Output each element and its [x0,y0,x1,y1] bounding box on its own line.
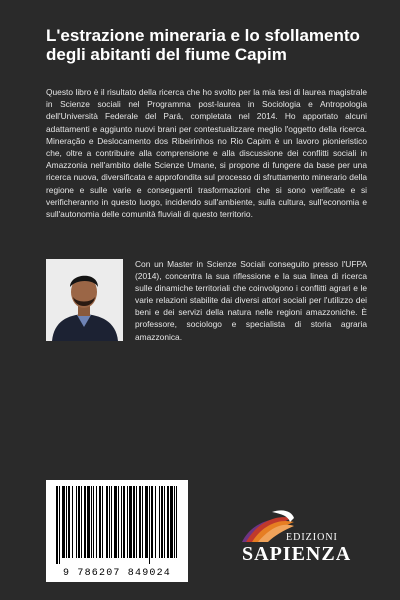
barcode-bar [81,486,82,558]
barcode-bar [78,486,80,558]
author-bio: Con un Master in Scienze Sociali conseguito presso l'UFPA (2014), concentra la sua riflessione e la sua linea di ricerca sulle dinamiche territoriali che coinvolgono i conflitti agrari e le varie relazioni stabilite dai diversi attori sociali per l'utilizzo dei beni e dei servizi della natura nelle regioni amazzoniche. È professore, sociologo e specialista di storia agraria amazzonica. [135,259,367,342]
book-description: Questo libro è il risultato della ricerca che ho svolto per la mia tesi di laurea magistrale in Scienze sociali nel Programma post-laurea in Sociologia e Antropologia dell'Università Federale del Pará, completata nel 2014. Ho apportato alcuni adattamenti e aggiunto nuovi brani per contestualizzare meglio l'oggetto della ricerca. Mineração e Deslocamento dos Ribeirinhos no Rio Capim è un lavoro pionieristico che, oltre a contribuire alla comprensione e alla discussione dei conflitti sociali in Amazzonia nell'ambito delle Scienze Umane, si propone di fungere da base per una ricerca nuova, diversificata e approfondita sul processo di sfruttamento minerario della regione e sulle varie e conseguenti trasformazioni che si sono verificate e si verificheranno in questo luogo, incidendo sull'ambiente, sulla cultura, sull'economia e sull'autonomia delle comunità fluviali di questo territorio. [46,87,367,220]
barcode-bar [96,486,97,558]
barcode-bar [121,486,122,558]
barcode-bar [109,486,110,558]
barcode-icon [54,486,180,564]
barcode-bar [106,486,108,558]
barcode-bar [114,486,117,558]
isbn-barcode [46,480,188,582]
barcode-bar [145,486,148,558]
barcode-bar [62,486,65,558]
barcode-bar [66,486,67,558]
barcode-bar [161,486,163,558]
barcode-bar [170,486,173,558]
barcode-bar [59,486,60,564]
publisher-logo [232,506,367,582]
isbn-number: 9 786207 849024 [62,568,171,579]
barcode-bar [164,486,165,558]
barcode-bar [133,486,135,558]
barcode-bar [56,486,58,564]
barcode-bar [149,486,150,564]
barcode-bar [174,486,175,558]
barcode-bar [129,486,132,558]
barcode-bar [127,486,128,558]
barcode-bar [139,486,141,558]
barcode-bar [136,486,137,558]
publisher-edizioni-label: EDIZIONI [286,532,338,543]
barcode-bar [99,486,101,558]
barcode-bar [91,486,92,558]
barcode-bar [68,486,70,558]
barcode-bar [87,486,90,558]
barcode-bar [76,486,77,558]
barcode-bar [72,486,73,558]
barcode-bar [123,486,125,558]
barcode-bar [155,486,156,558]
author-photo [46,259,123,341]
barcode-bar [111,486,112,558]
book-title: L'estrazione mineraria e lo sfollamento degli abitanti del fiume Capim [46,26,360,64]
barcode-bar [118,486,119,558]
barcode-bar [167,486,169,558]
barcode-bar [93,486,94,558]
barcode-bar [84,486,86,558]
barcode-bar [159,486,160,558]
barcode-bar [176,486,177,558]
barcode-bar [151,486,153,558]
barcode-bar [142,486,143,558]
barcode-bar [102,486,103,558]
publisher-name: SAPIENZA [242,543,352,565]
author-portrait-icon [46,259,123,341]
